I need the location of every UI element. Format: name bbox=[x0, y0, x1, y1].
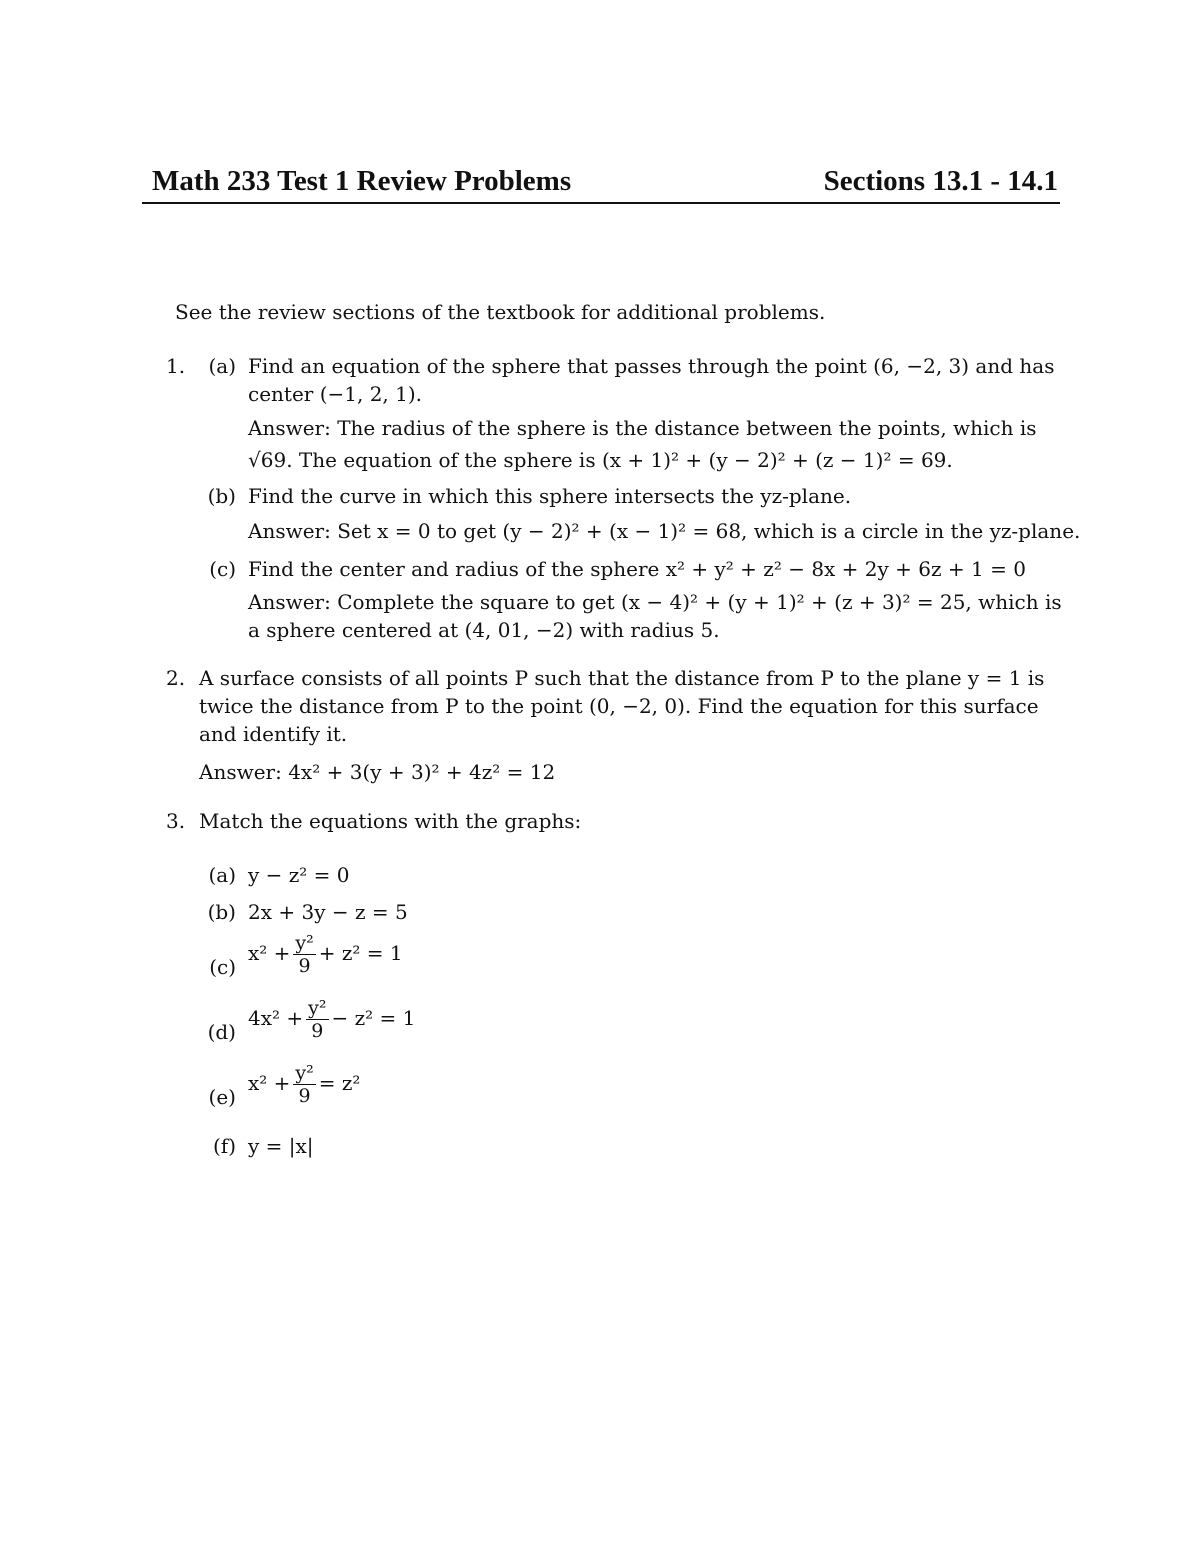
problem-1-number: 1. bbox=[166, 354, 186, 378]
problem-3b-equation: 2x + 3y − z = 5 bbox=[248, 900, 408, 924]
fraction-denominator: 9 bbox=[298, 1085, 311, 1107]
problem-3e-label: (e) bbox=[208, 1085, 236, 1109]
equation-part: 4x² + bbox=[248, 1006, 304, 1030]
problem-1a-label: (a) bbox=[208, 354, 236, 378]
problem-3a-equation: y − z² = 0 bbox=[248, 863, 350, 887]
problem-1b-answer: Answer: Set x = 0 to get (y − 2)² + (x − 1)² = 68, which is a circle in the yz-plane. bbox=[248, 519, 1081, 543]
problem-1a-line-2: center (−1, 2, 1). bbox=[248, 382, 423, 406]
problem-1c-answer-line-1: Answer: Complete the square to get (x − 4)² + (y + 1)² + (z + 3)² = 25, which is bbox=[248, 590, 1062, 614]
problem-3-prompt: Match the equations with the graphs: bbox=[199, 809, 582, 833]
problem-3f-label: (f) bbox=[212, 1134, 236, 1158]
fraction-denominator: 9 bbox=[298, 955, 311, 977]
problem-3c-label: (c) bbox=[209, 955, 236, 979]
equation-part: x² + bbox=[248, 941, 291, 965]
problem-3f-equation: y = |x| bbox=[248, 1134, 314, 1158]
problem-3e-equation bbox=[248, 1062, 360, 1107]
problem-3d-equation bbox=[248, 997, 415, 1042]
problem-1b-label: (b) bbox=[207, 484, 236, 508]
fraction-numerator: y² bbox=[308, 997, 327, 1019]
problem-2-answer: Answer: 4x² + 3(y + 3)² + 4z² = 12 bbox=[199, 760, 556, 784]
problem-2-number: 2. bbox=[166, 666, 186, 690]
problem-1c-label: (c) bbox=[209, 557, 236, 581]
problem-2-line-3: and identify it. bbox=[199, 722, 348, 746]
problem-3d-label: (d) bbox=[207, 1020, 236, 1044]
fraction bbox=[306, 997, 328, 1042]
problem-3-number: 3. bbox=[166, 809, 186, 833]
fraction-numerator: y² bbox=[295, 932, 314, 954]
equation-part: = z² bbox=[318, 1071, 361, 1095]
sections-label: Sections 13.1 - 14.1 bbox=[823, 165, 1058, 197]
problem-2-line-1: A surface consists of all points P such that the distance from P to the plane y = 1 is bbox=[199, 666, 1045, 690]
equation-part: − z² = 1 bbox=[331, 1006, 416, 1030]
page-title: Math 233 Test 1 Review Problems bbox=[152, 165, 572, 197]
fraction-denominator: 9 bbox=[311, 1020, 324, 1042]
problem-1a-answer-line-1: Answer: The radius of the sphere is the distance between the points, which is bbox=[248, 416, 1037, 440]
problem-3a-label: (a) bbox=[208, 863, 236, 887]
problem-3b-label: (b) bbox=[207, 900, 236, 924]
equation-part: + z² = 1 bbox=[318, 941, 403, 965]
intro-text: See the review sections of the textbook for additional problems. bbox=[175, 300, 826, 324]
fraction bbox=[293, 932, 315, 977]
fraction-numerator: y² bbox=[295, 1062, 314, 1084]
problem-2-line-2: twice the distance from P to the point (0, −2, 0). Find the equation for this surface bbox=[199, 694, 1039, 718]
equation-part: x² + bbox=[248, 1071, 291, 1095]
problem-1a-answer-line-2: √69. The equation of the sphere is (x + 1)² + (y − 2)² + (z − 1)² = 69. bbox=[248, 448, 953, 472]
header bbox=[142, 164, 1060, 204]
problem-1c-line-1: Find the center and radius of the sphere x² + y² + z² − 8x + 2y + 6z + 1 = 0 bbox=[248, 557, 1026, 581]
problem-1a-line-1: Find an equation of the sphere that passes through the point (6, −2, 3) and has bbox=[248, 354, 1055, 378]
problem-1c-answer-line-2: a sphere centered at (4, 01, −2) with radius 5. bbox=[248, 618, 720, 642]
problem-3c-equation bbox=[248, 932, 403, 977]
problem-1b-line-1: Find the curve in which this sphere intersects the yz-plane. bbox=[248, 484, 852, 508]
fraction bbox=[293, 1062, 315, 1107]
